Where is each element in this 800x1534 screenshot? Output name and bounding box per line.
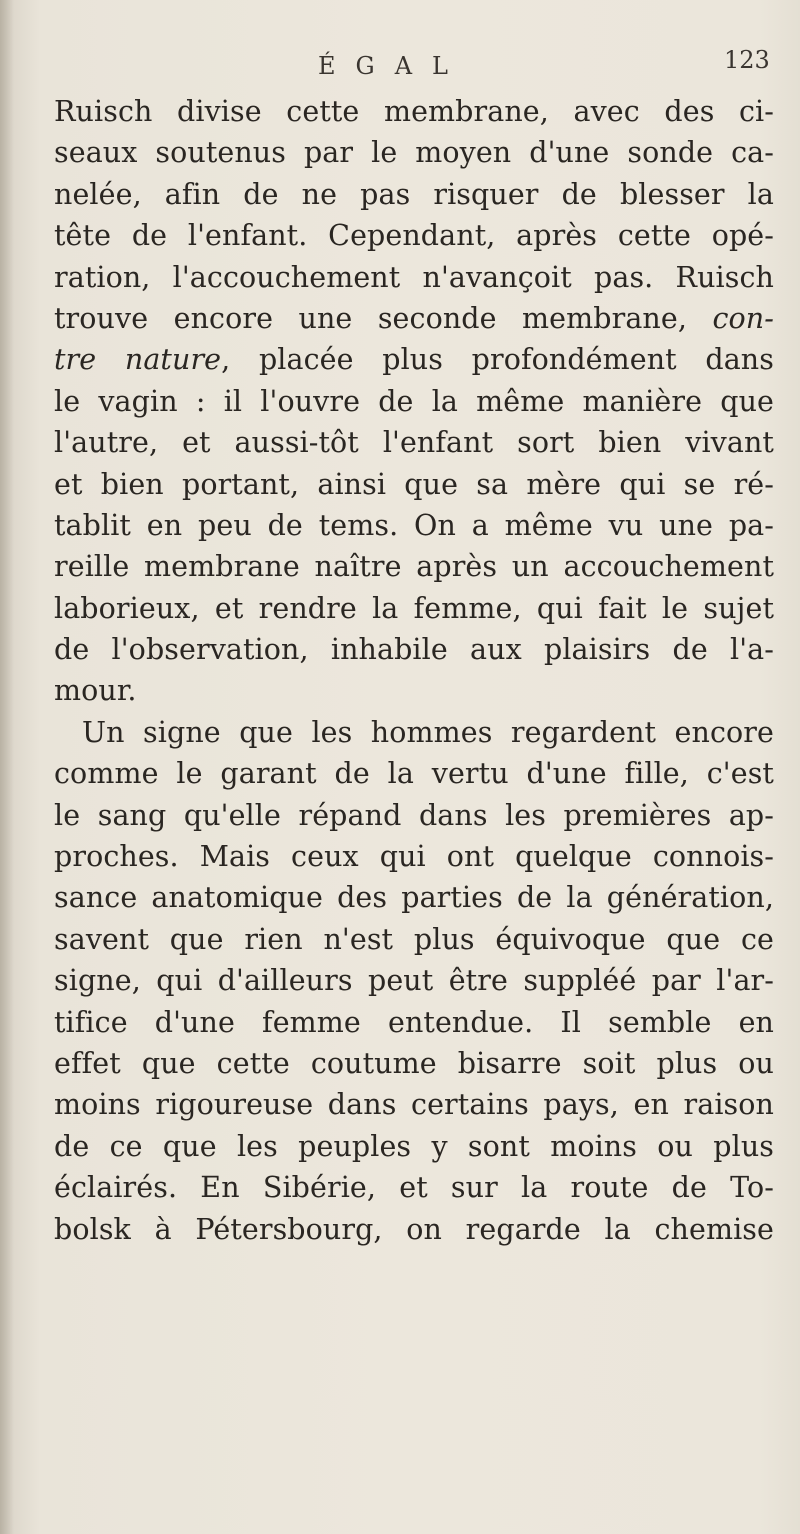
text-line: comme le garant de la vertu d'une fille, c'est xyxy=(54,757,774,791)
text-line: proches. Mais ceux qui ont quelque connois- xyxy=(54,840,774,874)
text-line: tre nature, placée plus profondément dans xyxy=(54,343,774,377)
text-line: le vagin : il l'ouvre de la même manière que xyxy=(54,384,774,418)
text-line: de ce que les peuples y sont moins ou plus xyxy=(54,1129,774,1163)
text-line: tifice d'une femme entendue. Il semble en xyxy=(54,1005,774,1039)
italic-text: con- xyxy=(712,301,774,335)
text-line: signe, qui d'ailleurs peut être suppléé par l'ar- xyxy=(54,964,774,998)
binding-shadow xyxy=(0,0,14,1534)
text-line: reille membrane naître après un accouchement xyxy=(54,550,774,584)
text-fragment: placée plus profondément dans xyxy=(258,343,774,377)
text-line: savent que rien n'est plus équivoque que ce xyxy=(54,922,774,956)
text-line: de l'observation, inhabile aux plaisirs de l'a- xyxy=(54,633,774,667)
paragraph-start: Un signe que les hommes regardent encore xyxy=(82,715,774,749)
text-line: effet que cette coutume bisarre soit plus ou xyxy=(54,1046,774,1080)
text-line: sance anatomique des parties de la génération, xyxy=(54,881,774,915)
text-line xyxy=(54,298,774,339)
running-head xyxy=(0,44,800,84)
text-line: tête de l'enfant. Cependant, après cette opé- xyxy=(54,219,774,253)
text-line: mour. xyxy=(54,674,137,708)
text-line: seaux soutenus par le moyen d'une sonde ca- xyxy=(54,136,774,170)
text-line: nelée, afin de ne pas risquer de blesser la xyxy=(54,177,774,211)
text-line: éclairés. En Sibérie, et sur la route de To- xyxy=(54,1171,774,1205)
text-line: tablit en peu de tems. On a même vu une pa- xyxy=(54,508,774,542)
text-fragment: trouve encore une seconde membrane, xyxy=(54,301,688,335)
body-text xyxy=(54,91,774,1250)
running-title: ÉGAL xyxy=(318,52,468,80)
text-line: Ruisch divise cette membrane, avec des ci- xyxy=(54,95,774,128)
text-line: moins rigoureuse dans certains pays, en raison xyxy=(54,1088,774,1122)
text-line: bolsk à Pétersbourg, on regarde la chemise xyxy=(54,1212,774,1246)
text-line: l'autre, et aussi-tôt l'enfant sort bien vivant xyxy=(54,426,774,460)
text-line: le sang qu'elle répand dans les premières ap- xyxy=(54,798,774,832)
text-line: et bien portant, ainsi que sa mère qui se ré- xyxy=(54,467,774,501)
text-line: laborieux, et rendre la femme, qui fait le sujet xyxy=(54,591,774,625)
text-line: ration, l'accouchement n'avançoit pas. Ruisch xyxy=(54,260,774,294)
page-number: 123 xyxy=(724,46,770,74)
italic-text: tre nature xyxy=(54,343,222,377)
